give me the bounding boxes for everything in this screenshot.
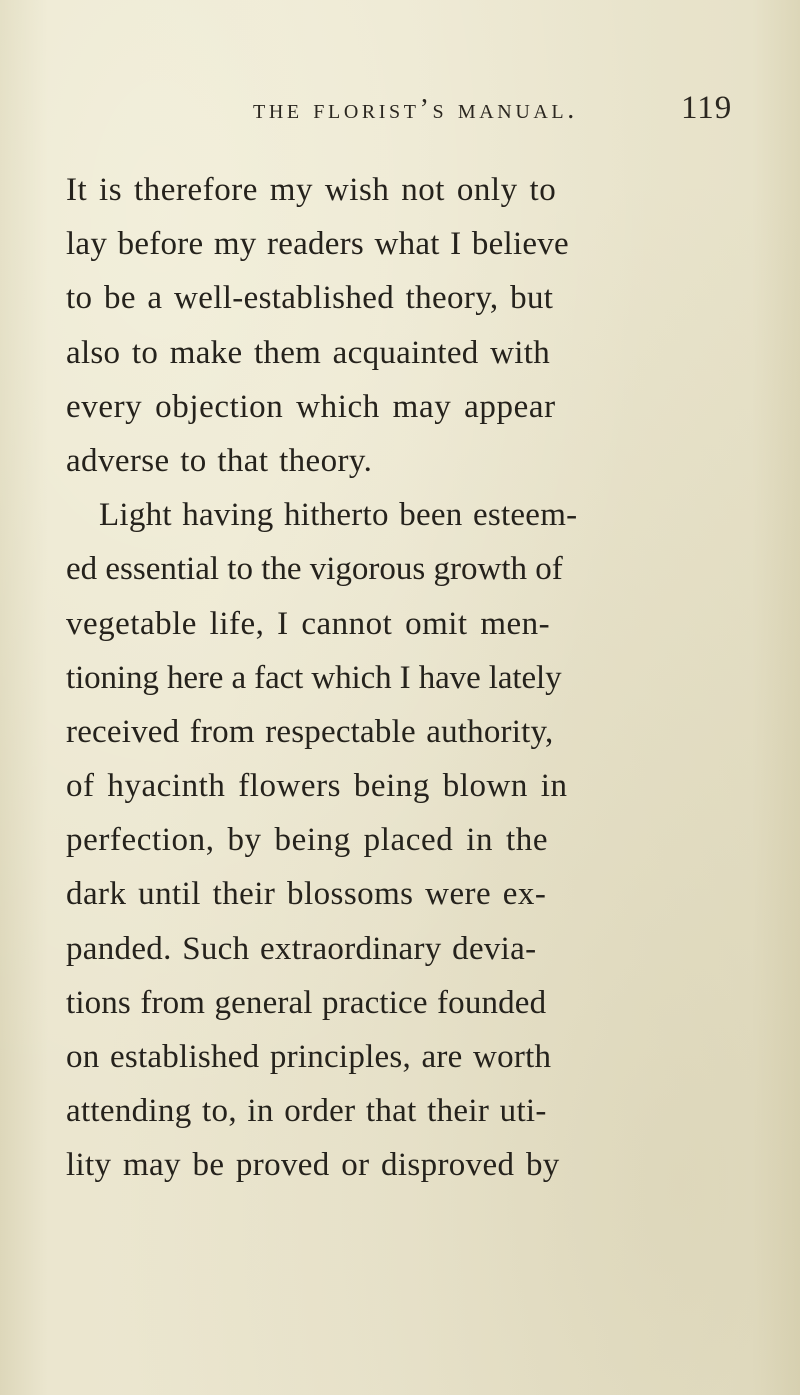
text-line: also to make them acquainted with [66, 334, 551, 371]
page-number: 119 [681, 90, 733, 126]
body-text [66, 163, 786, 1193]
text-line: vegetable life, I cannot omit men- [66, 605, 551, 642]
text-line: lay before my readers what I believe [66, 226, 569, 263]
paragraph-first-line: Light having hitherto been esteem- [99, 497, 578, 534]
text-line: ed essential to the vigorous growth of [66, 551, 563, 588]
running-head: the florist’s manual. [253, 94, 578, 125]
text-line: on established principles, are worth [66, 1039, 552, 1075]
text-line: panded. Such extraordinary devia- [66, 930, 537, 967]
text-line: tions from general practice founded [66, 984, 547, 1021]
text-line: perfection, by being placed in the [66, 822, 549, 859]
text-line: It is therefore my wish not only to [66, 172, 557, 208]
text-line: lity may be proved or disproved by [66, 1147, 560, 1184]
text-line: every objection which may appear [66, 388, 556, 425]
page-header [0, 88, 800, 138]
text-line: tioning here a fact which I have lately [66, 659, 562, 696]
text-line: attending to, in order that their uti- [66, 1093, 547, 1130]
text-line: of hyacinth flowers being blown in [66, 768, 568, 805]
text-line: received from respectable authority, [66, 713, 554, 750]
text-line: adverse to that theory. [66, 442, 373, 479]
text-line: to be a well-established theory, but [66, 280, 554, 317]
text-line: dark until their blossoms were ex- [66, 876, 547, 913]
